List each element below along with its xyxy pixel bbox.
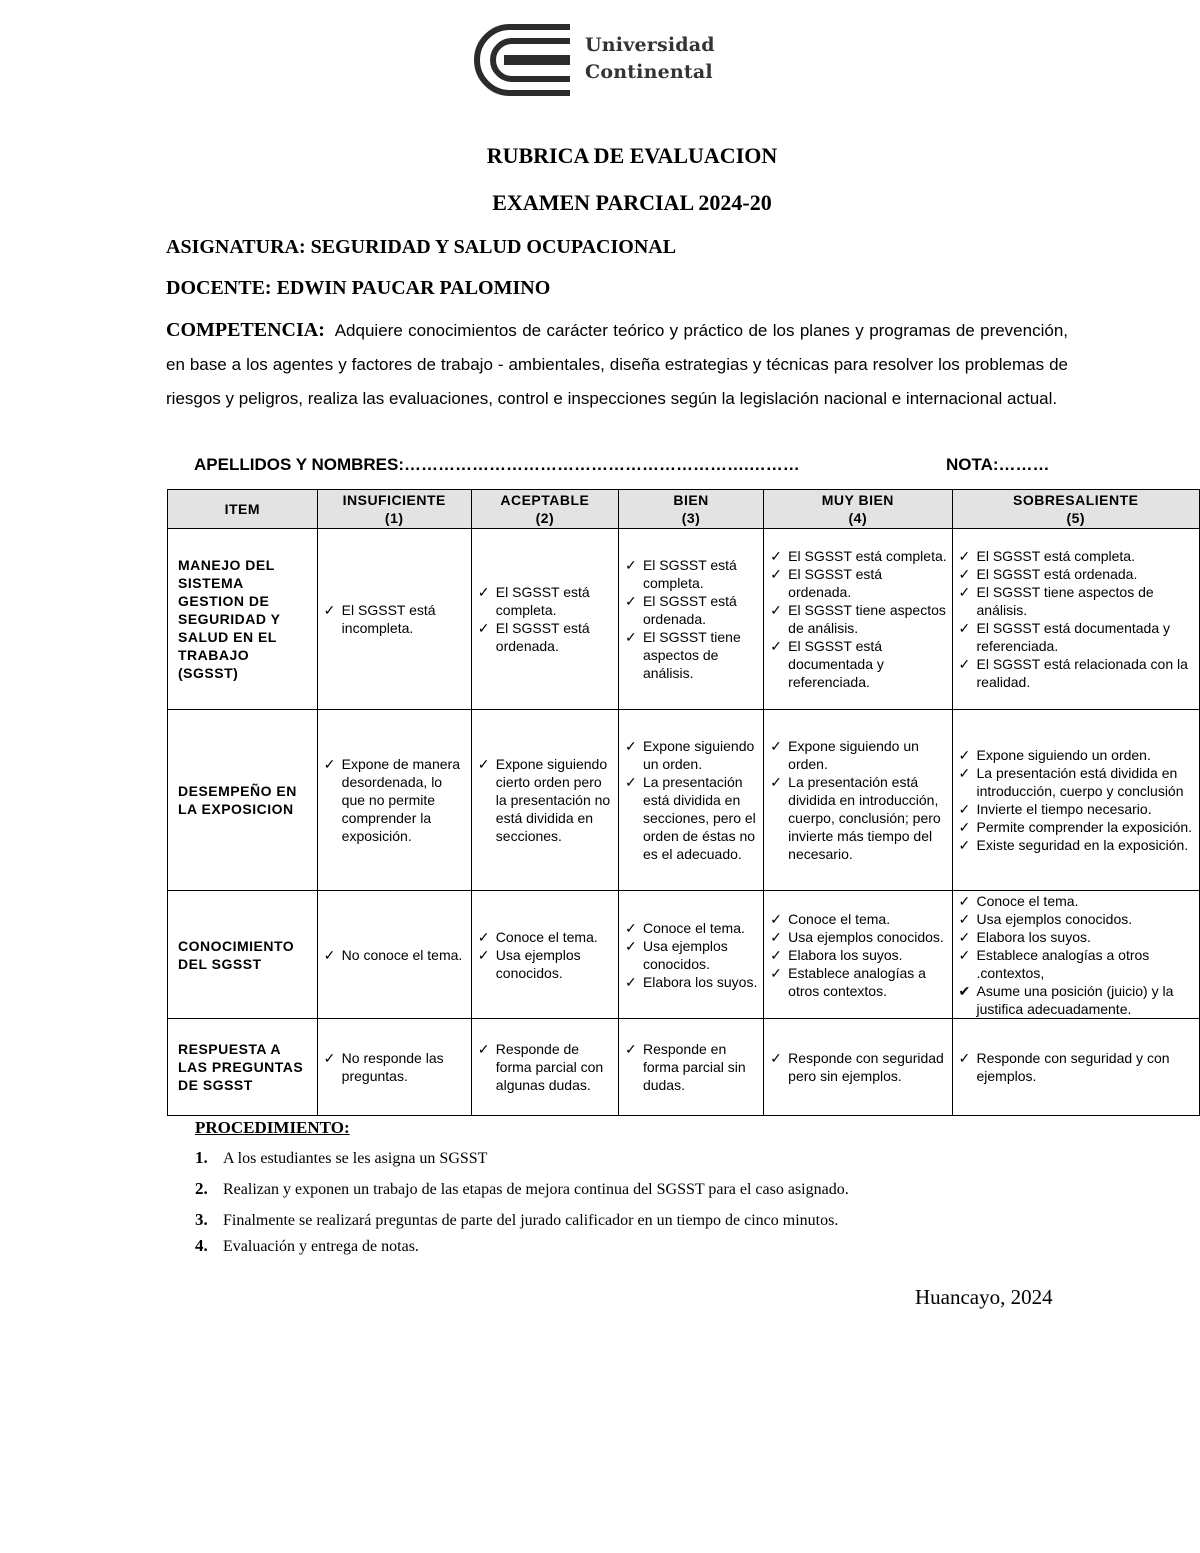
criterion: ✓ El SGSST está ordenada.	[788, 565, 947, 601]
step-number: 1.	[195, 1148, 208, 1167]
criterion: ✓ Expone de manera desordenada, lo que no permite comprender la exposición.	[342, 755, 467, 845]
procedure-title-text: PROCEDIMIENTO	[195, 1118, 344, 1137]
criterion: ✓ Conoce el tema.	[496, 928, 614, 946]
header-label: ACEPTABLE	[500, 492, 590, 508]
competency-text: Adquiere conocimientos de carácter teórico y práctico de los planes y programas de prevención, en base a los agentes y factores de trabajo - ambientales, diseña estrategias y técnicas para resolver los problemas de riesgos y peligros, realiza las evaluaciones, control e inspecciones según la legislación nacional e internacional actual.	[166, 321, 1068, 408]
criterion: ✓ Usa ejemplos conocidos.	[977, 910, 1196, 928]
university-logo	[474, 22, 736, 98]
criterion: ✓ Expone siguiendo cierto orden pero la presentación no está dividida en secciones.	[496, 755, 614, 845]
criterion: ✓ Conoce el tema.	[788, 910, 947, 928]
level-cell-5	[952, 529, 1200, 710]
level-cell-4	[764, 1019, 952, 1116]
header-label: MUY BIEN	[821, 492, 894, 508]
level-cell-4	[764, 891, 952, 1019]
criterion: ✓ Elabora los suyos.	[977, 928, 1196, 946]
item-cell: CONOCIMIENTO DEL SGSST	[168, 891, 318, 1019]
level-cell-1	[317, 1019, 471, 1116]
procedure-step	[195, 1210, 838, 1230]
criterion: ✓ No conoce el tema.	[342, 946, 467, 964]
header-label: BIEN	[673, 492, 709, 508]
document-subtitle: EXAMEN PARCIAL 2024-20	[492, 190, 772, 215]
criterion: ✓ El SGSST está ordenada.	[643, 592, 759, 628]
step-text: Finalmente se realizará preguntas de parte del jurado calificador en un tiempo de cinco minutos.	[223, 1212, 839, 1229]
criterion: ✓ El SGSST tiene aspectos de análisis.	[643, 628, 759, 682]
teacher-label: DOCENTE: EDWIN PAUCAR PALOMINO	[166, 277, 551, 299]
level-cell-3	[618, 710, 763, 891]
level-cell-5	[952, 891, 1200, 1019]
grade-field[interactable]: NOTA:………	[946, 455, 1050, 474]
university-logo-icon	[474, 22, 574, 98]
university-logo-text	[585, 32, 715, 86]
header-item	[168, 490, 318, 529]
criterion: ✓ El SGSST está documentada y referenciada.	[977, 619, 1196, 655]
level-cell-2	[471, 891, 618, 1019]
header-muy-bien	[764, 490, 952, 529]
criterion: ✓ El SGSST está ordenada.	[496, 619, 614, 655]
header-sobresaliente	[952, 490, 1200, 529]
criterion: ✓ El SGSST está relacionada con la realidad.	[977, 655, 1196, 691]
criterion: ✓ Responde en forma parcial sin dudas.	[643, 1040, 759, 1094]
criterion: ✓ El SGSST está documentada y referenciada.	[788, 637, 947, 691]
rubric-row-exposition	[168, 710, 1200, 891]
place-date: Huancayo, 2024	[915, 1285, 1053, 1309]
level-cell-5	[952, 710, 1200, 891]
criterion: ✓ Elabora los suyos.	[643, 973, 759, 991]
rubric-row-answers	[168, 1019, 1200, 1116]
logo-line-1: Universidad	[585, 34, 715, 56]
procedure-title	[195, 1118, 350, 1138]
step-text: A los estudiantes se les asigna un SGSST	[223, 1150, 488, 1167]
item-cell: DESEMPEÑO EN LA EXPOSICION	[168, 710, 318, 891]
level-cell-5	[952, 1019, 1200, 1116]
rubric-row-sgsst-management	[168, 529, 1200, 710]
criterion: ✓ Responde con seguridad y con ejemplos.	[977, 1049, 1196, 1085]
header-insuficiente	[317, 490, 471, 529]
criterion: ✓ Responde de forma parcial con algunas dudas.	[496, 1040, 614, 1094]
criterion: ✓ El SGSST está completa.	[643, 556, 759, 592]
criterion: ✓ El SGSST está incompleta.	[342, 601, 467, 637]
level-cell-2	[471, 529, 618, 710]
criterion: ✓ La presentación está dividida en secciones, pero el orden de éstas no es el adecuado.	[643, 773, 759, 863]
header-label: INSUFICIENTE	[342, 492, 446, 508]
level-cell-3	[618, 1019, 763, 1116]
criterion: ✓ Conoce el tema.	[977, 892, 1196, 910]
header-label: SOBRESALIENTE	[1012, 492, 1139, 508]
criterion: ✓ La presentación está dividida en introducción, cuerpo y conclusión	[977, 764, 1196, 800]
step-number: 2.	[195, 1179, 208, 1198]
criterion: ✓ Elabora los suyos.	[788, 946, 947, 964]
course-label: ASIGNATURA: SEGURIDAD Y SALUD OCUPACIONAL	[166, 236, 677, 258]
level-cell-2	[471, 1019, 618, 1116]
header-bien	[618, 490, 763, 529]
procedure-step	[195, 1148, 487, 1168]
level-cell-4	[764, 710, 952, 891]
student-info-line	[194, 455, 1068, 475]
rubric-table	[167, 489, 1200, 1116]
criterion: ✓ Responde con seguridad pero sin ejemplos.	[788, 1049, 947, 1085]
criterion: ✓ Permite comprender la exposición.	[977, 818, 1196, 836]
criterion: ✓ Usa ejemplos conocidos.	[643, 937, 759, 973]
level-cell-2	[471, 710, 618, 891]
level-cell-1	[317, 710, 471, 891]
document-title: RUBRICA DE EVALUACION	[486, 143, 778, 168]
header-score: (5)	[1066, 510, 1086, 526]
criterion: ✓ El SGSST está ordenada.	[977, 565, 1196, 583]
criterion: ✓ Expone siguiendo un orden.	[643, 737, 759, 773]
competency-label: COMPETENCIA:	[166, 319, 325, 341]
step-number: 3.	[195, 1210, 208, 1229]
step-text: Realizan y exponen un trabajo de las etapas de mejora continua del SGSST para el caso asignado.	[223, 1181, 849, 1198]
logo-line-2: Continental	[585, 61, 713, 83]
rubric-row-knowledge	[168, 891, 1200, 1019]
header-score: (1)	[384, 510, 404, 526]
criterion: ✔ Asume una posición (juicio) y la justifica adecuadamente.	[977, 982, 1196, 1018]
criterion: ✓ Expone siguiendo un orden.	[977, 746, 1196, 764]
criterion: ✓ El SGSST está completa.	[977, 547, 1196, 565]
competency-paragraph	[166, 313, 1068, 416]
criterion: ✓ Establece analogías a otros contextos.	[788, 964, 947, 1000]
criterion: ✓ No responde las preguntas.	[342, 1049, 467, 1085]
level-cell-1	[317, 529, 471, 710]
criterion: ✓ El SGSST está completa.	[788, 547, 947, 565]
rubric-header-row	[168, 490, 1200, 529]
header-aceptable	[471, 490, 618, 529]
criterion: ✓ El SGSST está completa.	[496, 583, 614, 619]
header-score: (2)	[535, 510, 555, 526]
procedure-section	[195, 1118, 849, 1255]
level-cell-3	[618, 529, 763, 710]
step-text: Evaluación y entrega de notas.	[223, 1238, 419, 1255]
criterion: ✓ Usa ejemplos conocidos.	[496, 946, 614, 982]
item-cell: MANEJO DEL SISTEMA GESTION DE SEGURIDAD Y SALUD EN EL TRABAJO (SGSST)	[168, 529, 318, 710]
criterion: ✓ Establece analogías a otros .contextos,	[977, 946, 1196, 982]
procedure-step	[195, 1179, 849, 1199]
criterion: ✓ Usa ejemplos conocidos.	[788, 928, 947, 946]
item-cell: RESPUESTA A LAS PREGUNTAS DE SGSST	[168, 1019, 318, 1116]
criterion: ✓ La presentación está dividida en introducción, cuerpo, conclusión; pero invierte más tiempo del necesario.	[788, 773, 947, 863]
criterion: ✓ Expone siguiendo un orden.	[788, 737, 947, 773]
procedure-step	[195, 1236, 419, 1256]
criterion: ✓ Existe seguridad en la exposición.	[977, 836, 1196, 854]
criterion: ✓ Conoce el tema.	[643, 919, 759, 937]
criterion: ✓ El SGSST tiene aspectos de análisis.	[788, 601, 947, 637]
step-number: 4.	[195, 1236, 208, 1255]
level-cell-3	[618, 891, 763, 1019]
procedure-title-colon: :	[343, 1118, 350, 1137]
header-score: (3)	[681, 510, 701, 526]
student-name-field[interactable]: APELLIDOS Y NOMBRES:…………………………………………………….………	[194, 455, 800, 474]
criterion: ✓ El SGSST tiene aspectos de análisis.	[977, 583, 1196, 619]
header-score: (4)	[848, 510, 868, 526]
level-cell-4	[764, 529, 952, 710]
criterion: ✓ Invierte el tiempo necesario.	[977, 800, 1196, 818]
header-item-label: ITEM	[224, 501, 261, 517]
level-cell-1	[317, 891, 471, 1019]
